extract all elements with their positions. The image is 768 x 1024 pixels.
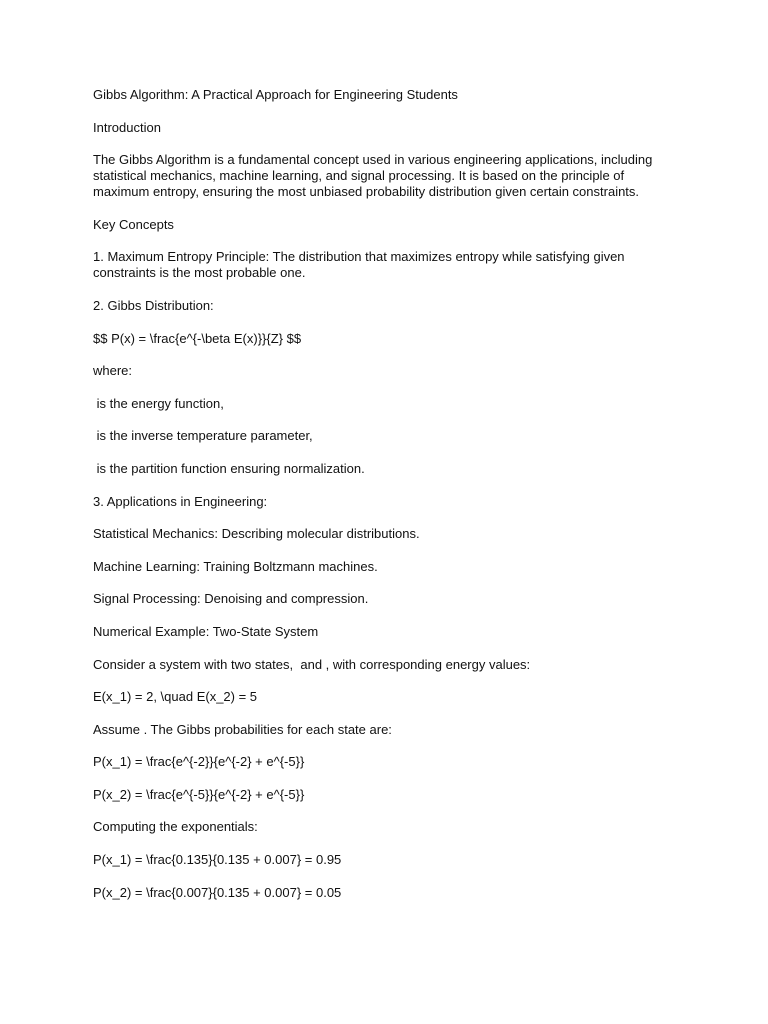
example-intro: Consider a system with two states, and , with corresponding energy values: xyxy=(93,656,531,672)
where-item-temperature: is the inverse temperature parameter, xyxy=(93,428,313,444)
where-item-energy: is the energy function, xyxy=(93,395,224,411)
gibbs-formula: $$ P(x) = \frac{e^{-\beta E(x)}}{Z} $$ xyxy=(93,330,302,346)
result-formula-1: P(x_1) = \frac{0.135}{0.135 + 0.007} = 0.95 xyxy=(93,852,342,868)
document-title: Gibbs Algorithm: A Practical Approach for Engineering Students xyxy=(93,87,458,102)
application-statistical-mechanics: Statistical Mechanics: Describing molecular distributions. xyxy=(93,526,420,542)
application-signal-processing: Signal Processing: Denoising and compression. xyxy=(93,591,369,607)
where-item-partition: is the partition function ensuring normalization. xyxy=(93,460,365,476)
where-label: where: xyxy=(93,363,133,379)
numerical-example-heading: Numerical Example: Two-State System xyxy=(93,623,319,639)
introduction-paragraph: The Gibbs Algorithm is a fundamental concept used in various engineering applications, including statistical mechanics, machine learning, and signal processing. It is based on the principle of maximum entropy, ensuring the most unbiased probability distribution given certain constraints. xyxy=(93,152,656,200)
key-concepts-heading: Key Concepts xyxy=(93,216,174,232)
application-machine-learning: Machine Learning: Training Boltzmann machines. xyxy=(93,558,378,574)
concept-gibbs-distribution-heading: 2. Gibbs Distribution: xyxy=(93,297,214,313)
concept-maximum-entropy: 1. Maximum Entropy Principle: The distribution that maximizes entropy while satisfying given constraints is the most probable one. xyxy=(93,249,629,281)
document-body xyxy=(93,87,673,917)
probability-formula-2: P(x_2) = \frac{e^{-5}}{e^{-2} + e^{-5}} xyxy=(93,786,305,802)
probability-formula-1: P(x_1) = \frac{e^{-2}}{e^{-2} + e^{-5}} xyxy=(93,754,305,770)
result-formula-2: P(x_2) = \frac{0.007}{0.135 + 0.007} = 0.05 xyxy=(93,884,342,900)
energy-values-formula: E(x_1) = 2, \quad E(x_2) = 5 xyxy=(93,689,258,705)
computing-text: Computing the exponentials: xyxy=(93,819,258,835)
introduction-heading: Introduction xyxy=(93,119,161,135)
assume-text: Assume . The Gibbs probabilities for each state are: xyxy=(93,721,392,737)
applications-heading: 3. Applications in Engineering: xyxy=(93,493,268,509)
